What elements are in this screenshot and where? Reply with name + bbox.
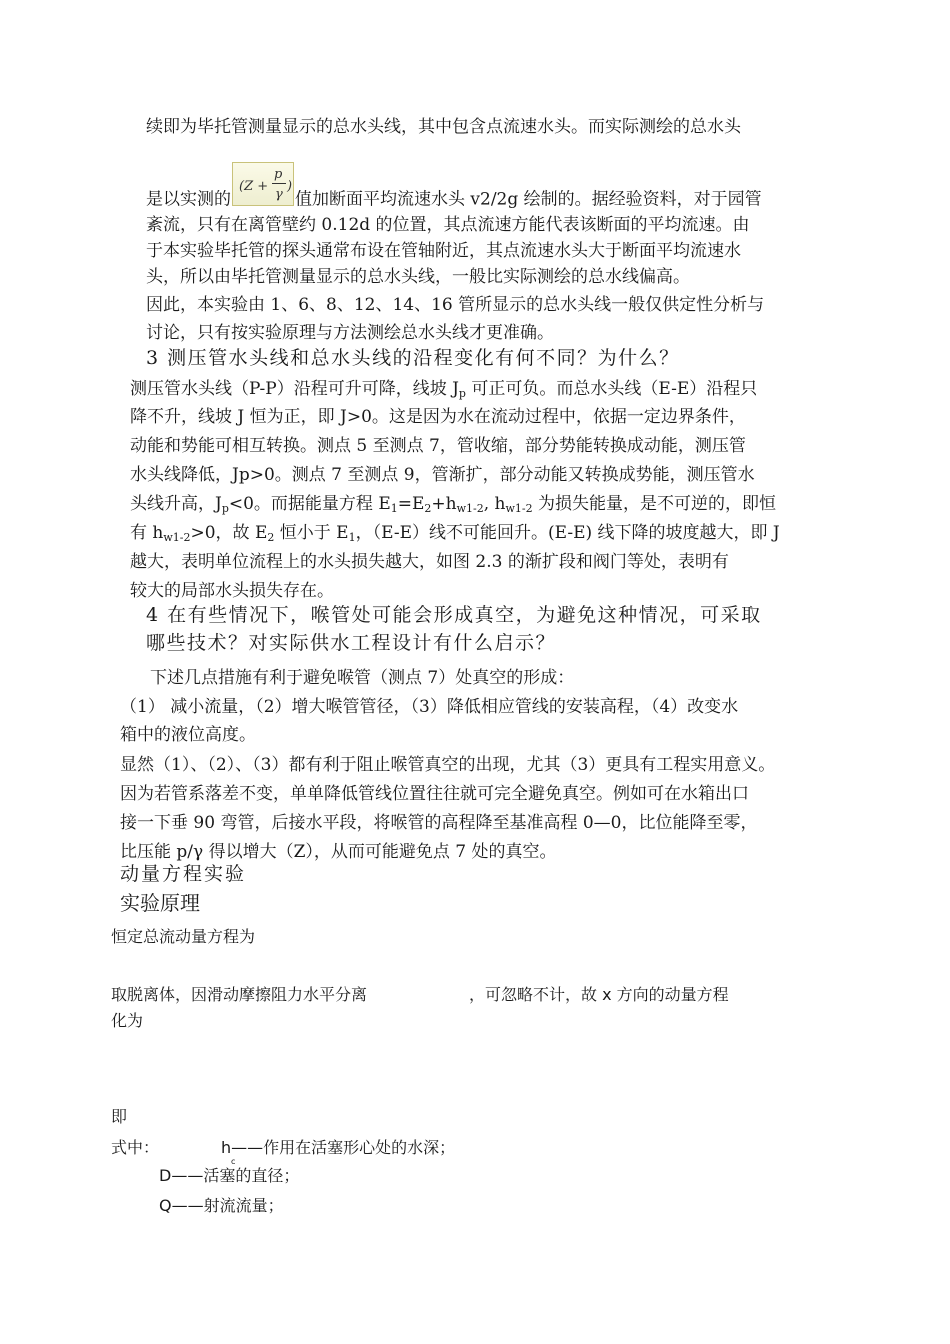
subscript: p <box>458 387 466 400</box>
text-span: ，（E-E）线不可能回升。(E-E) 线下降的坡度越大，即 J <box>355 523 780 543</box>
text-span: >0，故 E <box>190 523 268 543</box>
body-line: 接一下垂 90 弯管，后接水平段，将喉管的高程降至基准高程 0—0，比位能降至零， <box>120 813 758 833</box>
body-line: 紊流，只有在离管壁约 0.12d 的位置，其点流速方能代表该断面的平均流速。由 <box>146 215 750 235</box>
subscript: w1-2 <box>456 502 484 515</box>
section-heading: 实验原理 <box>120 891 200 915</box>
body-line <box>111 984 729 1006</box>
text-span: 测压管水头线（P-P）沿程可升可降，线坡 J <box>130 379 459 399</box>
body-line: 即 <box>111 1107 128 1126</box>
body-line: 水头线降低，Jp>0。测点 7 至测点 9，管渐扩，部分动能又转换成势能，测压管水 <box>130 465 755 485</box>
subscript: 1 <box>348 531 356 544</box>
body-line: 较大的局部水头损失存在。 <box>130 581 334 601</box>
subscript: 2 <box>424 502 432 515</box>
text-span: 为损失能量，是不可逆的，即恒 <box>532 494 777 514</box>
body-line: 恒定总流动量方程为 <box>111 927 256 946</box>
text-span: +h <box>431 494 457 514</box>
body-line: 讨论，只有按实验原理与方法测绘总水头线才更准确。 <box>146 323 554 343</box>
subscript: w1-2 <box>505 502 533 515</box>
text-span: 恒小于 E <box>274 523 349 543</box>
text-span: , h <box>483 494 506 514</box>
body-line: 因此，本实验由 1、6、8、12、14、16 管所显示的总水头线一般仅供定性分析与 <box>146 295 765 315</box>
body-line: 续即为毕托管测量显示的总水头线，其中包含点流速水头。而实际测绘的总水头 <box>146 117 741 137</box>
formula-p: p <box>274 167 283 182</box>
symbol-c-sub: c <box>231 1157 236 1166</box>
body-line: 显然（1）、（2）、（3）都有利于阻止喉管真空的出现，尤其（3）更具有工程实用意义。 <box>120 755 776 775</box>
text-span: 值加断面平均流速水头 v2/2g 绘制的。据经验资料，对于园管 <box>295 189 762 210</box>
body-line: 化为 <box>111 1011 144 1030</box>
subscript: w1-2 <box>163 531 191 544</box>
section-heading: 4 在有些情况下，喉管处可能会形成真空，为避免这种情况，可采取 <box>146 604 762 626</box>
body-line: D——活塞的直径； <box>159 1166 300 1185</box>
section-heading: 动量方程实验 <box>120 863 247 885</box>
text-span: 式中： <box>111 1138 160 1157</box>
body-line: （1） 减小流量，（2）增大喉管管径，（3）降低相应管线的安装高程，（4）改变水 <box>120 697 739 717</box>
text-span: <0。而据能量方程 E <box>228 494 391 514</box>
section-heading: 3 测压管水头线和总水头线的沿程变化有何不同？为什么？ <box>146 347 680 369</box>
body-line <box>130 493 776 515</box>
subscript: p <box>221 502 229 515</box>
body-line <box>130 378 757 400</box>
section-heading: 哪些技术？对实际供水工程设计有什么启示？ <box>146 632 557 654</box>
text-span: 是以实测的 <box>146 189 231 210</box>
text-span: 可正可负。而总水头线（E-E）沿程只 <box>465 379 758 399</box>
text-span: 头线升高，J <box>130 494 222 514</box>
body-line: 头，所以由毕托管测量显示的总水头线，一般比实际测绘的总水线偏高。 <box>146 267 690 287</box>
body-line <box>111 1137 456 1166</box>
body-line: 降不升，线坡 J 恒为正，即 J>0。这是因为水在流动过程中，依据一定边界条件， <box>130 407 746 427</box>
body-line: 因为若管系落差不变，单单降低管线位置往往就可完全避免真空。例如可在水箱出口 <box>120 784 749 804</box>
formula-gamma: γ <box>275 187 283 202</box>
text-span: 取脱离体，因滑动摩擦阻力水平分离 <box>111 985 368 1004</box>
body-line: 越大，表明单位流程上的水头损失越大，如图 2.3 的渐扩段和阀门等处，表明有 <box>130 552 729 572</box>
formula-z: (Z + <box>239 179 269 194</box>
body-line: 于本实验毕托管的探头通常布设在管轴附近，其点流速水头大于断面平均流速水 <box>146 241 741 261</box>
text-span: =E <box>397 494 425 514</box>
body-line: 箱中的液位高度。 <box>120 725 256 745</box>
subscript: 2 <box>267 531 275 544</box>
symbol-h: h <box>221 1138 232 1157</box>
body-line <box>130 522 780 544</box>
subscript: 1 <box>390 502 398 515</box>
text-span: ——作用在活塞形心处的水深； <box>231 1138 456 1157</box>
symbol-hc <box>221 1137 236 1166</box>
text-span: ，可忽略不计，故 x 方向的动量方程 <box>469 985 729 1004</box>
body-line: 动能和势能可相互转换。测点 5 至测点 7，管收缩，部分势能转换成动能，测压管 <box>130 436 746 456</box>
text-span: 有 h <box>130 523 164 543</box>
body-line: 下述几点措施有利于避免喉管（测点 7）处真空的形成： <box>150 668 575 688</box>
formula-close: ) <box>287 179 293 194</box>
body-line: Q——射流流量； <box>159 1196 284 1215</box>
formula-image <box>232 162 294 206</box>
body-line: 比压能 p/γ 得以增大（Z），从而可能避免点 7 处的真空。 <box>120 842 557 862</box>
